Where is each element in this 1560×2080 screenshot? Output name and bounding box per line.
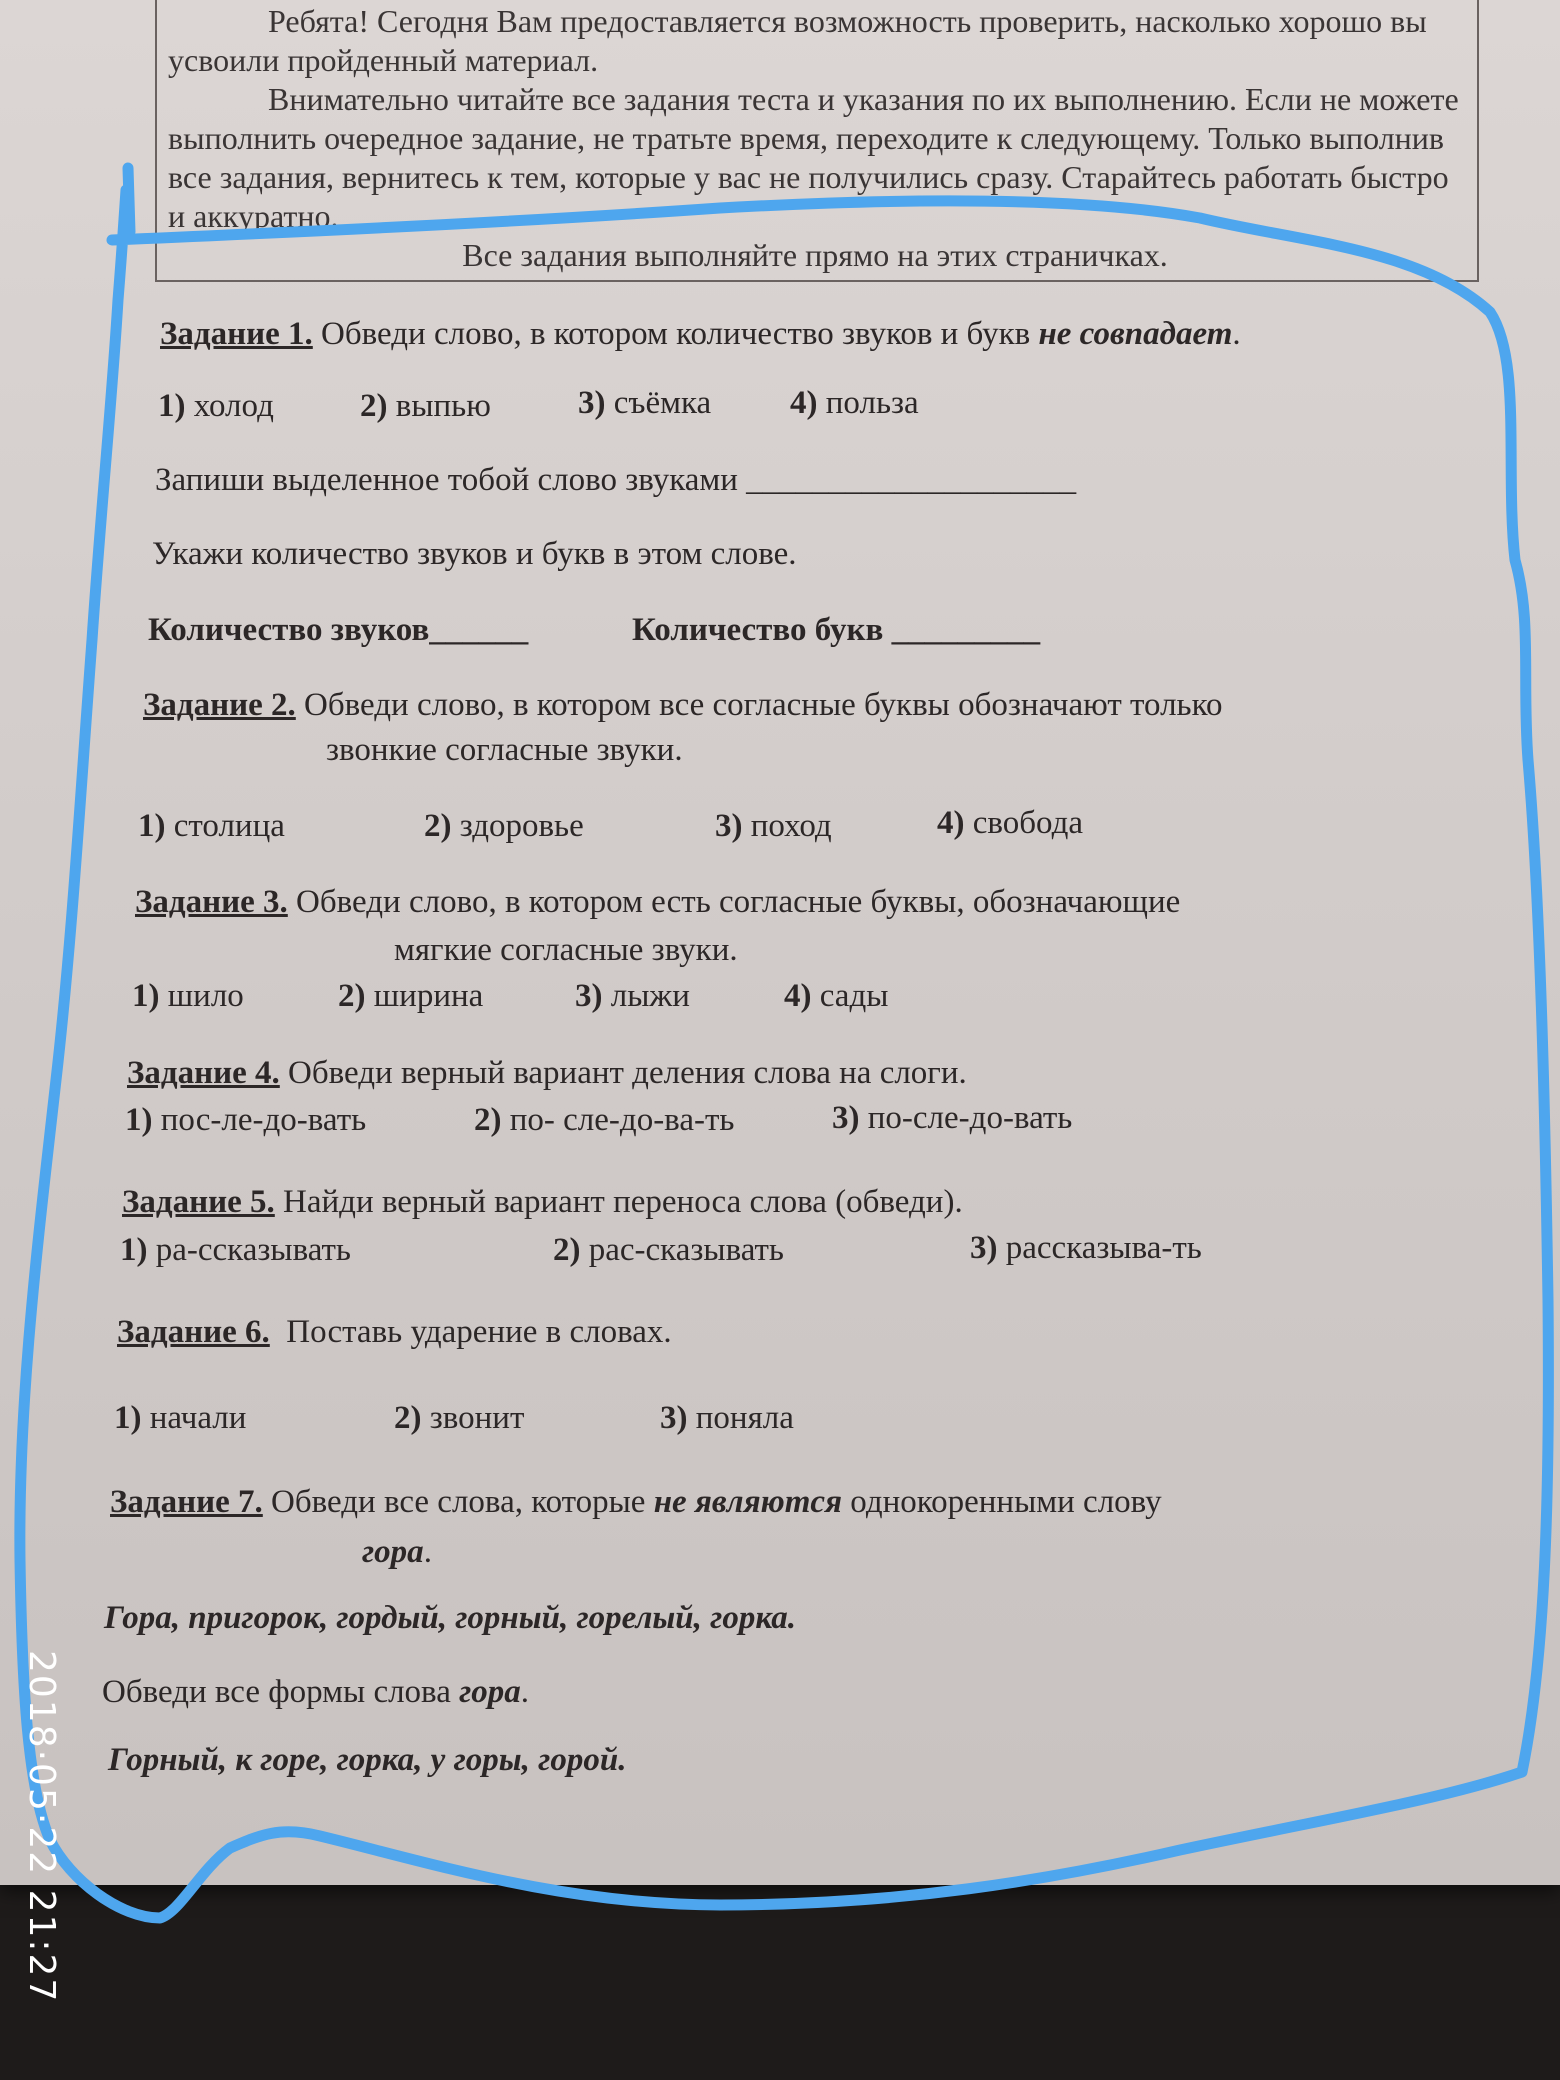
task4-title: Задание 4. bbox=[127, 1055, 280, 1091]
task2-text-2: звонкие согласные звуки. bbox=[326, 732, 683, 768]
task7-word: гора bbox=[362, 1534, 424, 1570]
option-word: польза bbox=[825, 385, 919, 421]
task7-forms-text: Обведи все формы слова bbox=[102, 1674, 451, 1710]
option-word: холод bbox=[193, 388, 274, 424]
option-word: начали bbox=[149, 1400, 247, 1436]
option-number: 1) bbox=[120, 1232, 148, 1268]
task5-text: Найди верный вариант переноса слова (обведи). bbox=[283, 1184, 963, 1220]
option-number: 1) bbox=[125, 1102, 153, 1138]
option-word: выпью bbox=[395, 388, 491, 424]
task7-word-list: Гора, пригорок, гордый, горный, горелый, горка. bbox=[104, 1600, 796, 1636]
task2-text-1: Обведи слово, в котором все согласные буквы обозначают только bbox=[304, 687, 1223, 723]
intro-paragraph-2: Внимательно читайте все задания теста и указания по их выполнению. Если не можете выполнить очередное задание, не тратьте время, переходите к следующему. Только выполнив все задания, вернитесь к тем, которые у вас не получились сразу. Старайтесь работать быстро и аккуратно. bbox=[168, 81, 1459, 234]
option-word: по- сле-до-ва-ть bbox=[509, 1102, 735, 1138]
option-number: 4) bbox=[937, 805, 965, 841]
option-number: 3) bbox=[832, 1100, 860, 1136]
option-word: шило bbox=[167, 978, 244, 1014]
intro-center-line: Все задания выполняйте прямо на этих страничках. bbox=[462, 237, 1168, 273]
sounds-label: Количество звуков bbox=[148, 612, 430, 648]
task3-text-1: Обведи слово, в котором есть согласные буквы, обозначающие bbox=[296, 884, 1181, 920]
task3-title: Задание 3. bbox=[135, 884, 288, 920]
option-number: 1) bbox=[114, 1400, 142, 1436]
option-word: ра-ссказывать bbox=[155, 1232, 351, 1268]
intro-paragraph-1: Ребята! Сегодня Вам предоставляется возможность проверить, насколько хорошо вы усвоили пройденный материал. bbox=[168, 3, 1427, 78]
task7-forms-period: . bbox=[520, 1674, 530, 1710]
task1-text: Обведи слово, в котором количество звуков и букв bbox=[321, 316, 1031, 352]
option-number: 3) bbox=[660, 1400, 688, 1436]
task1-title: Задание 1. bbox=[160, 316, 313, 352]
photo-timestamp: 2018·05·22 21:27 bbox=[21, 1650, 62, 2004]
option-word: здоровье bbox=[459, 808, 584, 844]
option-word: поход bbox=[750, 808, 832, 844]
task7-word-period: . bbox=[423, 1534, 432, 1570]
option-number: 1) bbox=[132, 978, 160, 1014]
option-word: свобода bbox=[972, 805, 1084, 841]
task5-title: Задание 5. bbox=[122, 1184, 275, 1220]
option-word: пос-ле-до-вать bbox=[160, 1102, 367, 1138]
task6-title: Задание 6. bbox=[117, 1314, 270, 1350]
task2-title: Задание 2. bbox=[143, 687, 296, 723]
option-word: сады bbox=[819, 978, 889, 1014]
task7-forms-list: Горный, к горе, горка, у горы, горой. bbox=[108, 1742, 627, 1778]
option-word: рас-сказывать bbox=[588, 1232, 784, 1268]
task4-text: Обведи верный вариант деления слова на слоги. bbox=[288, 1055, 967, 1091]
task1-write-prompt: Запиши выделенное тобой слово звуками ____________________ bbox=[155, 462, 1077, 498]
marker-stroke bbox=[20, 168, 1549, 1918]
task7-title: Задание 7. bbox=[110, 1484, 263, 1520]
option-number: 2) bbox=[338, 978, 366, 1014]
option-word: съёмка bbox=[613, 385, 712, 421]
option-number: 3) bbox=[715, 808, 743, 844]
task7-text-a: Обведи все слова, которые bbox=[271, 1484, 646, 1520]
option-number: 2) bbox=[394, 1400, 422, 1436]
task7-forms-word: гора bbox=[459, 1674, 521, 1710]
sounds-blank: ______ bbox=[429, 612, 529, 648]
option-number: 4) bbox=[784, 978, 812, 1014]
option-number: 1) bbox=[138, 808, 166, 844]
letters-blank: _________ bbox=[891, 612, 1041, 648]
option-number: 2) bbox=[474, 1102, 502, 1138]
option-word: лыжи bbox=[610, 978, 690, 1014]
option-word: столица bbox=[173, 808, 285, 844]
option-number: 1) bbox=[158, 388, 186, 424]
task7-text-b: однокоренными слову bbox=[850, 1484, 1162, 1520]
task1-emphasis: не совпадает bbox=[1038, 316, 1233, 352]
task1-count-prompt: Укажи количество звуков и букв в этом слове. bbox=[152, 536, 797, 572]
task6-text: Поставь ударение в словах. bbox=[286, 1314, 672, 1350]
option-number: 4) bbox=[790, 385, 818, 421]
option-word: по-сле-до-вать bbox=[867, 1100, 1073, 1136]
option-number: 2) bbox=[360, 388, 388, 424]
task7-emphasis: не являются bbox=[653, 1484, 843, 1520]
option-word: ширина bbox=[373, 978, 484, 1014]
option-number: 3) bbox=[578, 385, 606, 421]
option-word: рассказыва-ть bbox=[1005, 1230, 1202, 1266]
option-number: 3) bbox=[970, 1230, 998, 1266]
option-number: 2) bbox=[553, 1232, 581, 1268]
option-word: звонит bbox=[429, 1400, 525, 1436]
option-number: 2) bbox=[424, 808, 452, 844]
task1-period: . bbox=[1232, 316, 1241, 352]
option-word: поняла bbox=[695, 1400, 794, 1436]
task3-text-2: мягкие согласные звуки. bbox=[394, 932, 738, 968]
letters-label: Количество букв bbox=[632, 612, 884, 648]
option-number: 3) bbox=[575, 978, 603, 1014]
